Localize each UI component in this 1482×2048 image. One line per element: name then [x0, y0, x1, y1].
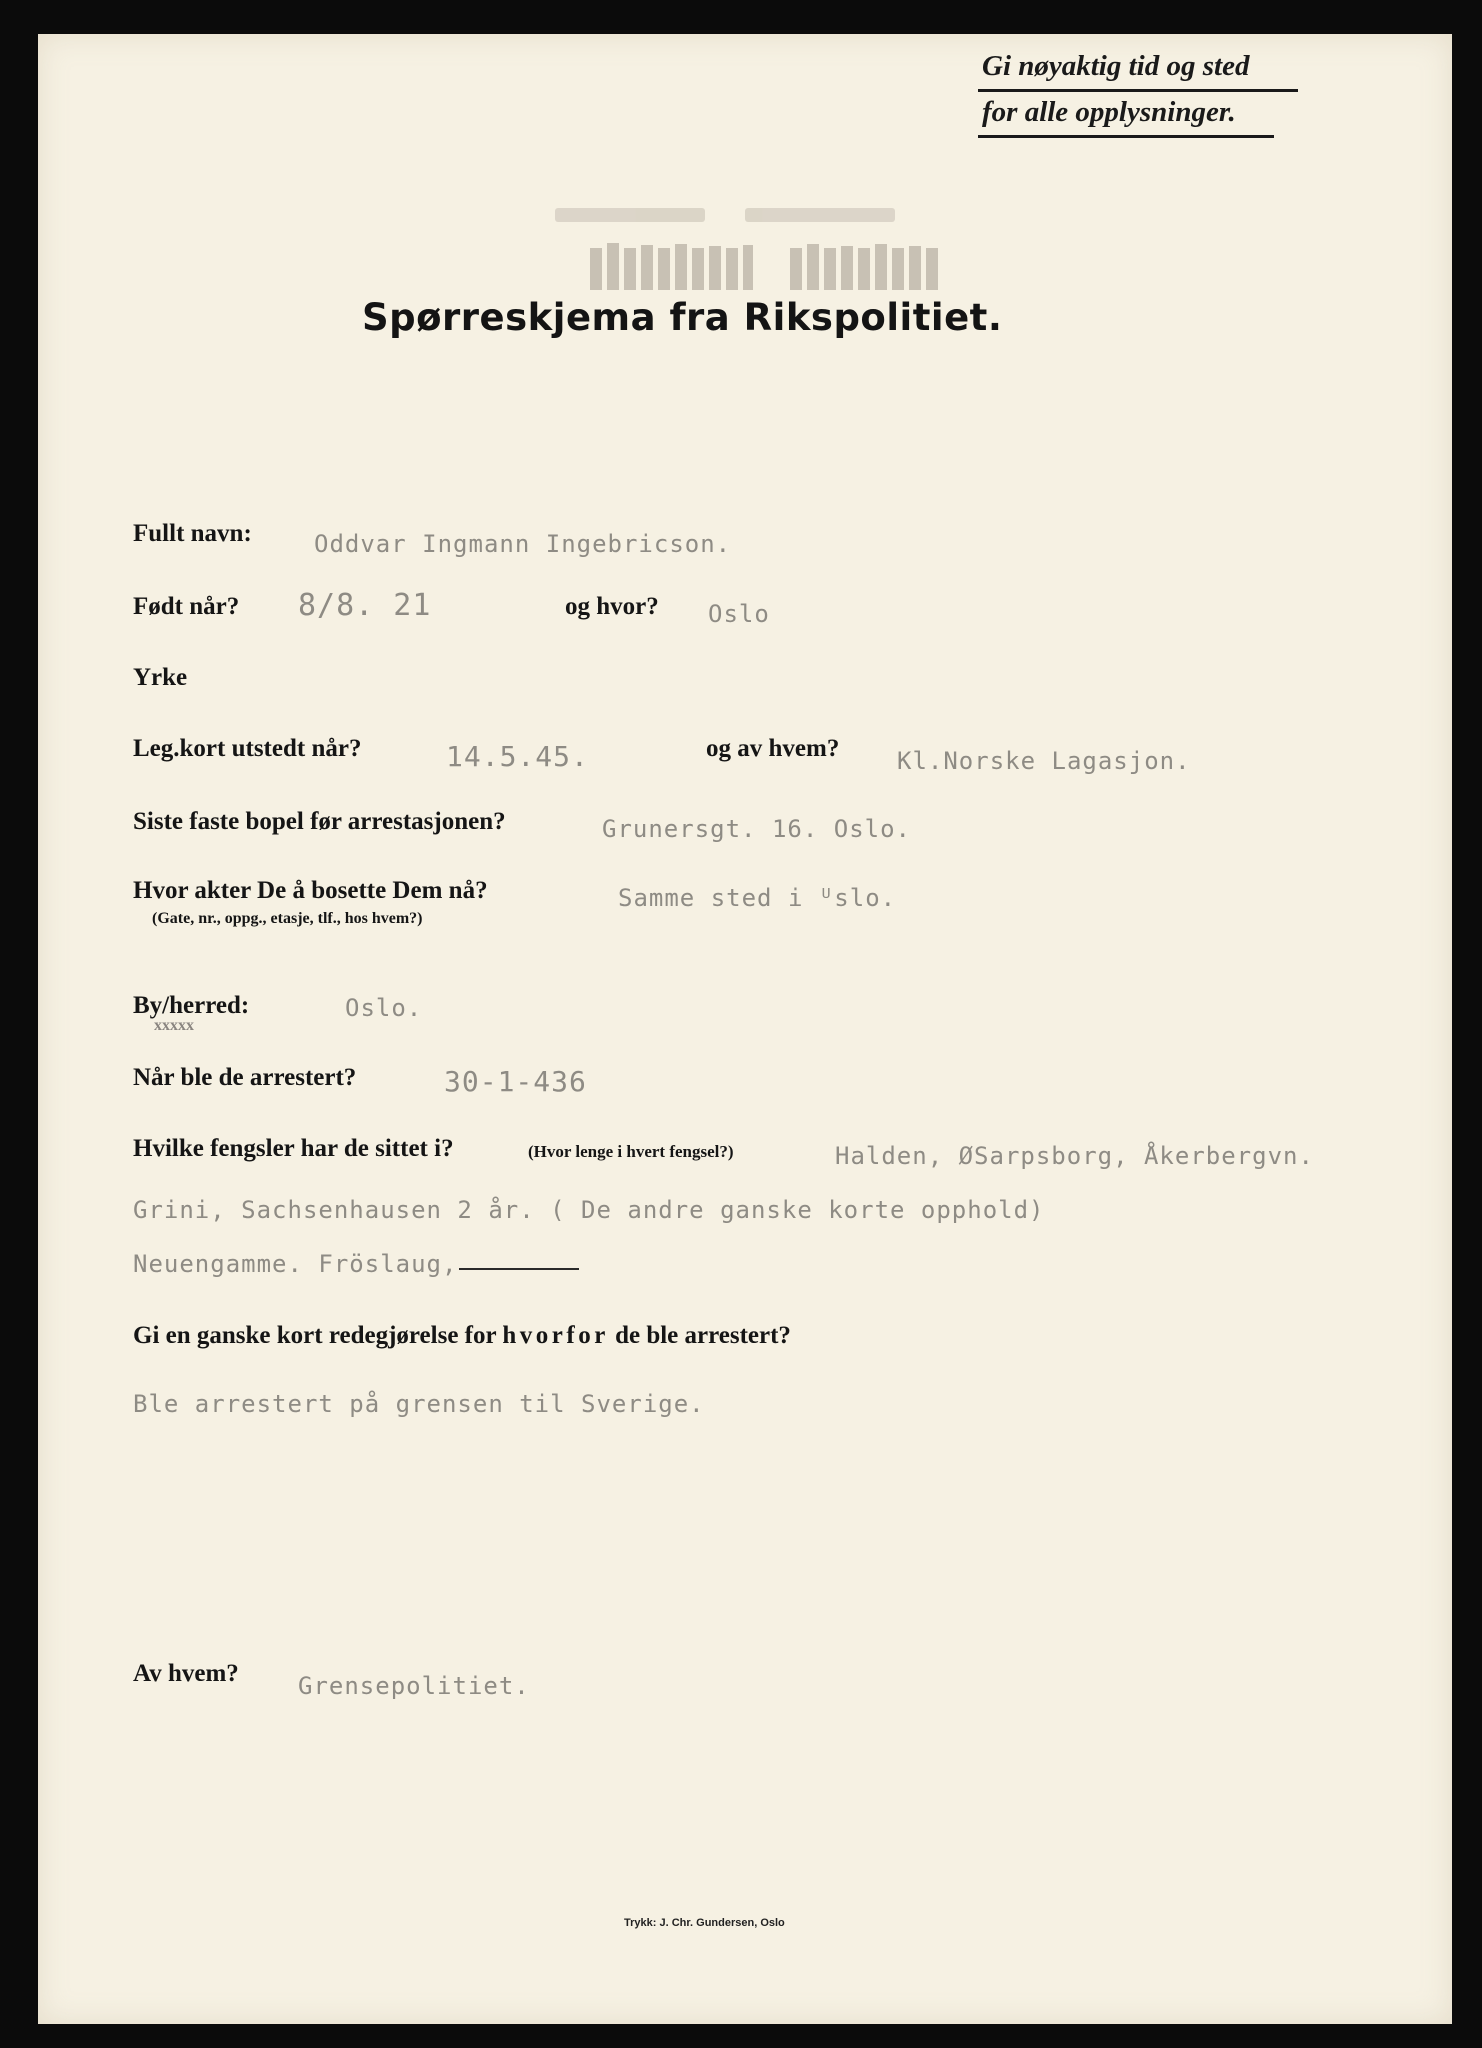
why-label	[133, 1322, 791, 1350]
prisons-line-3-row	[133, 1250, 579, 1278]
city-label: By/herred:	[133, 992, 250, 1019]
job-label: Yrke	[133, 664, 188, 691]
legkort-value: 14.5.45.	[446, 740, 589, 773]
by-whom-value: Kl.Norske Lagasjon.	[897, 747, 1191, 775]
faded-stamp	[545, 188, 1015, 298]
why-value: Ble arrestert på grensen til Sverige.	[133, 1390, 705, 1418]
note-line-1: Gi nøyaktig tid og sted	[978, 46, 1298, 92]
name-label: Fullt navn:	[133, 520, 252, 547]
why-label-pre: Gi en ganske kort redegjørelse for	[133, 1322, 497, 1349]
blank-underline	[459, 1268, 579, 1270]
prisons-label: Hvilke fengsler har de sittet i?	[133, 1135, 454, 1162]
prisons-hint: (Hvor lenge i hvert fengsel?)	[528, 1142, 734, 1161]
struck-out-text	[152, 1014, 238, 1034]
by-who-label: Av hvem?	[133, 1660, 239, 1687]
prisons-line-3: Neuengamme. Fröslaug,	[133, 1250, 458, 1278]
settle-label: Hvor akter De å bosette Dem nå?	[133, 877, 488, 904]
legkort-label: Leg.kort utstedt når?	[133, 735, 362, 762]
born-label: Født når?	[133, 593, 240, 620]
prisons-line-2: Grini, Sachsenhausen 2 år. ( De andre ganske korte opphold)	[133, 1196, 1045, 1224]
arrested-label: Når ble de arrestert?	[133, 1064, 357, 1091]
prisons-line-1: Halden, ØSarpsborg, Åkerbergvn.	[835, 1142, 1314, 1170]
instruction-note	[978, 46, 1298, 138]
settle-subtext: (Gate, nr., oppg., etasje, tlf., hos hvem?)	[152, 910, 423, 927]
why-label-emphasis: hvorfor	[502, 1322, 609, 1349]
why-label-post: de ble arrestert?	[615, 1322, 791, 1349]
printer-imprint: Trykk: J. Chr. Gundersen, Oslo	[624, 1917, 785, 1929]
city-value: Oslo.	[345, 994, 423, 1022]
svg-text:xxxxx: xxxxx	[154, 1017, 194, 1034]
by-who-value: Grensepolitiet.	[298, 1672, 530, 1700]
born-value: 8/8. 21	[298, 588, 432, 623]
by-whom-label: og av hvem?	[706, 735, 840, 762]
where-label: og hvor?	[565, 593, 659, 620]
name-value: Oddvar Ingmann Ingebricson.	[314, 530, 732, 558]
note-line-2: for alle opplysninger.	[978, 92, 1274, 138]
form-title: Spørreskjema fra Rikspolitiet.	[362, 296, 1003, 339]
settle-value: Samme sted i ᵁslo.	[618, 884, 897, 912]
residence-value: Grunersgt. 16. Oslo.	[602, 815, 911, 843]
arrested-value: 30-1-436	[444, 1065, 587, 1098]
where-value: Oslo	[708, 600, 770, 628]
residence-label: Siste faste bopel før arrestasjonen?	[133, 808, 506, 835]
